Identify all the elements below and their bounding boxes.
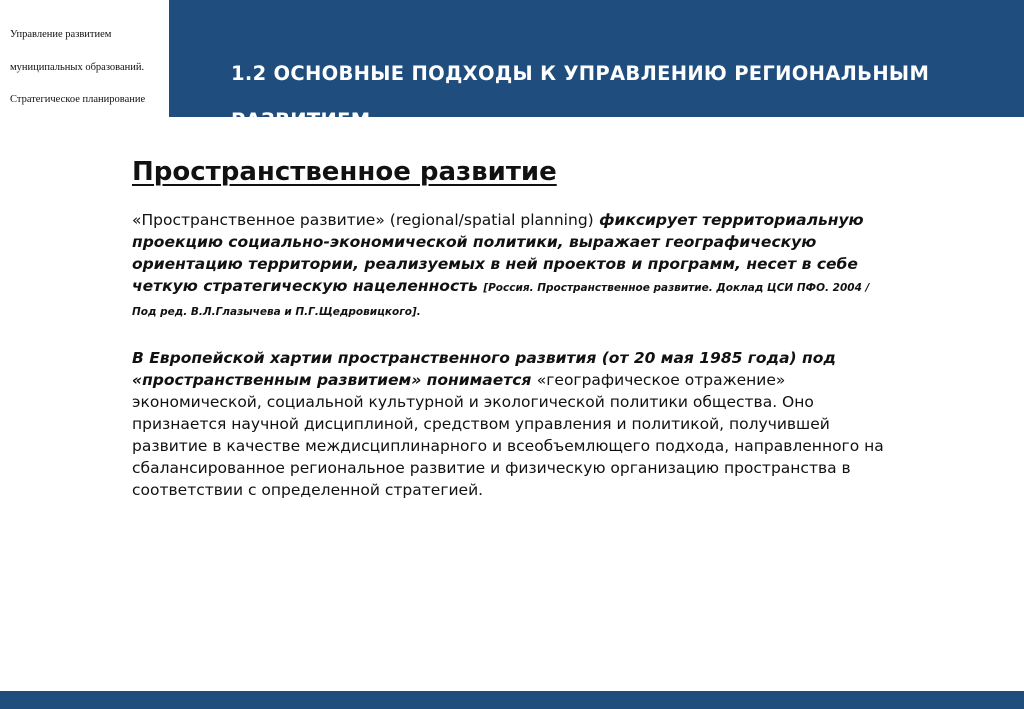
term-english: (regional/spatial planning): [384, 211, 594, 229]
course-line-1: Управление развитием: [10, 29, 112, 40]
charter-text-1: В Европейской хартии пространственного развития (от 20 мая 1985 года) под «пространственным развитием» понимается: [132, 349, 836, 389]
course-header: [0, 0, 170, 117]
definition-body: фиксирует территориальную проекцию социально-экономической политики, выражает географическую ориентацию территории, реализуемых в ней проектов и программ, несет в себе четкую стратегическую нацеленность: [132, 211, 864, 295]
citation: [Россия. Пространственное развитие. Доклад ЦСИ ПФО. 2004 / Под ред. В.Л.Глазычева и П.Г.Щедровицкого].: [132, 282, 870, 318]
title-banner: [169, 0, 1024, 132]
section-heading: Пространственное развитие: [132, 157, 557, 187]
header-band: [0, 0, 1024, 132]
course-line-2: муниципальных образований.: [10, 62, 145, 73]
course-line-3: Стратегическое планирование: [10, 94, 146, 105]
charter-paragraph: [132, 347, 892, 501]
slide-content: [132, 155, 892, 501]
footer-band: [0, 691, 1024, 709]
slide-title: 1.2 ОСНОВНЫЕ ПОДХОДЫ К УПРАВЛЕНИЮ РЕГИОНАЛЬНЫМ РАЗВИТИЕМ: [231, 62, 930, 132]
definition-paragraph: [132, 209, 892, 323]
term-quote: «Пространственное развитие»: [132, 211, 385, 229]
charter-text-2: «географическое отражение» экономической, социальной культурной и экологической политики общества. Оно признается научной дисциплиной, средством управления и политикой, получившей развитие в качестве междисциплинарного и всеобъемлющего подхода, направленного на сбалансированное региональное развитие и физическую организацию пространства в соответствии с определенной стратегией.: [132, 371, 884, 499]
